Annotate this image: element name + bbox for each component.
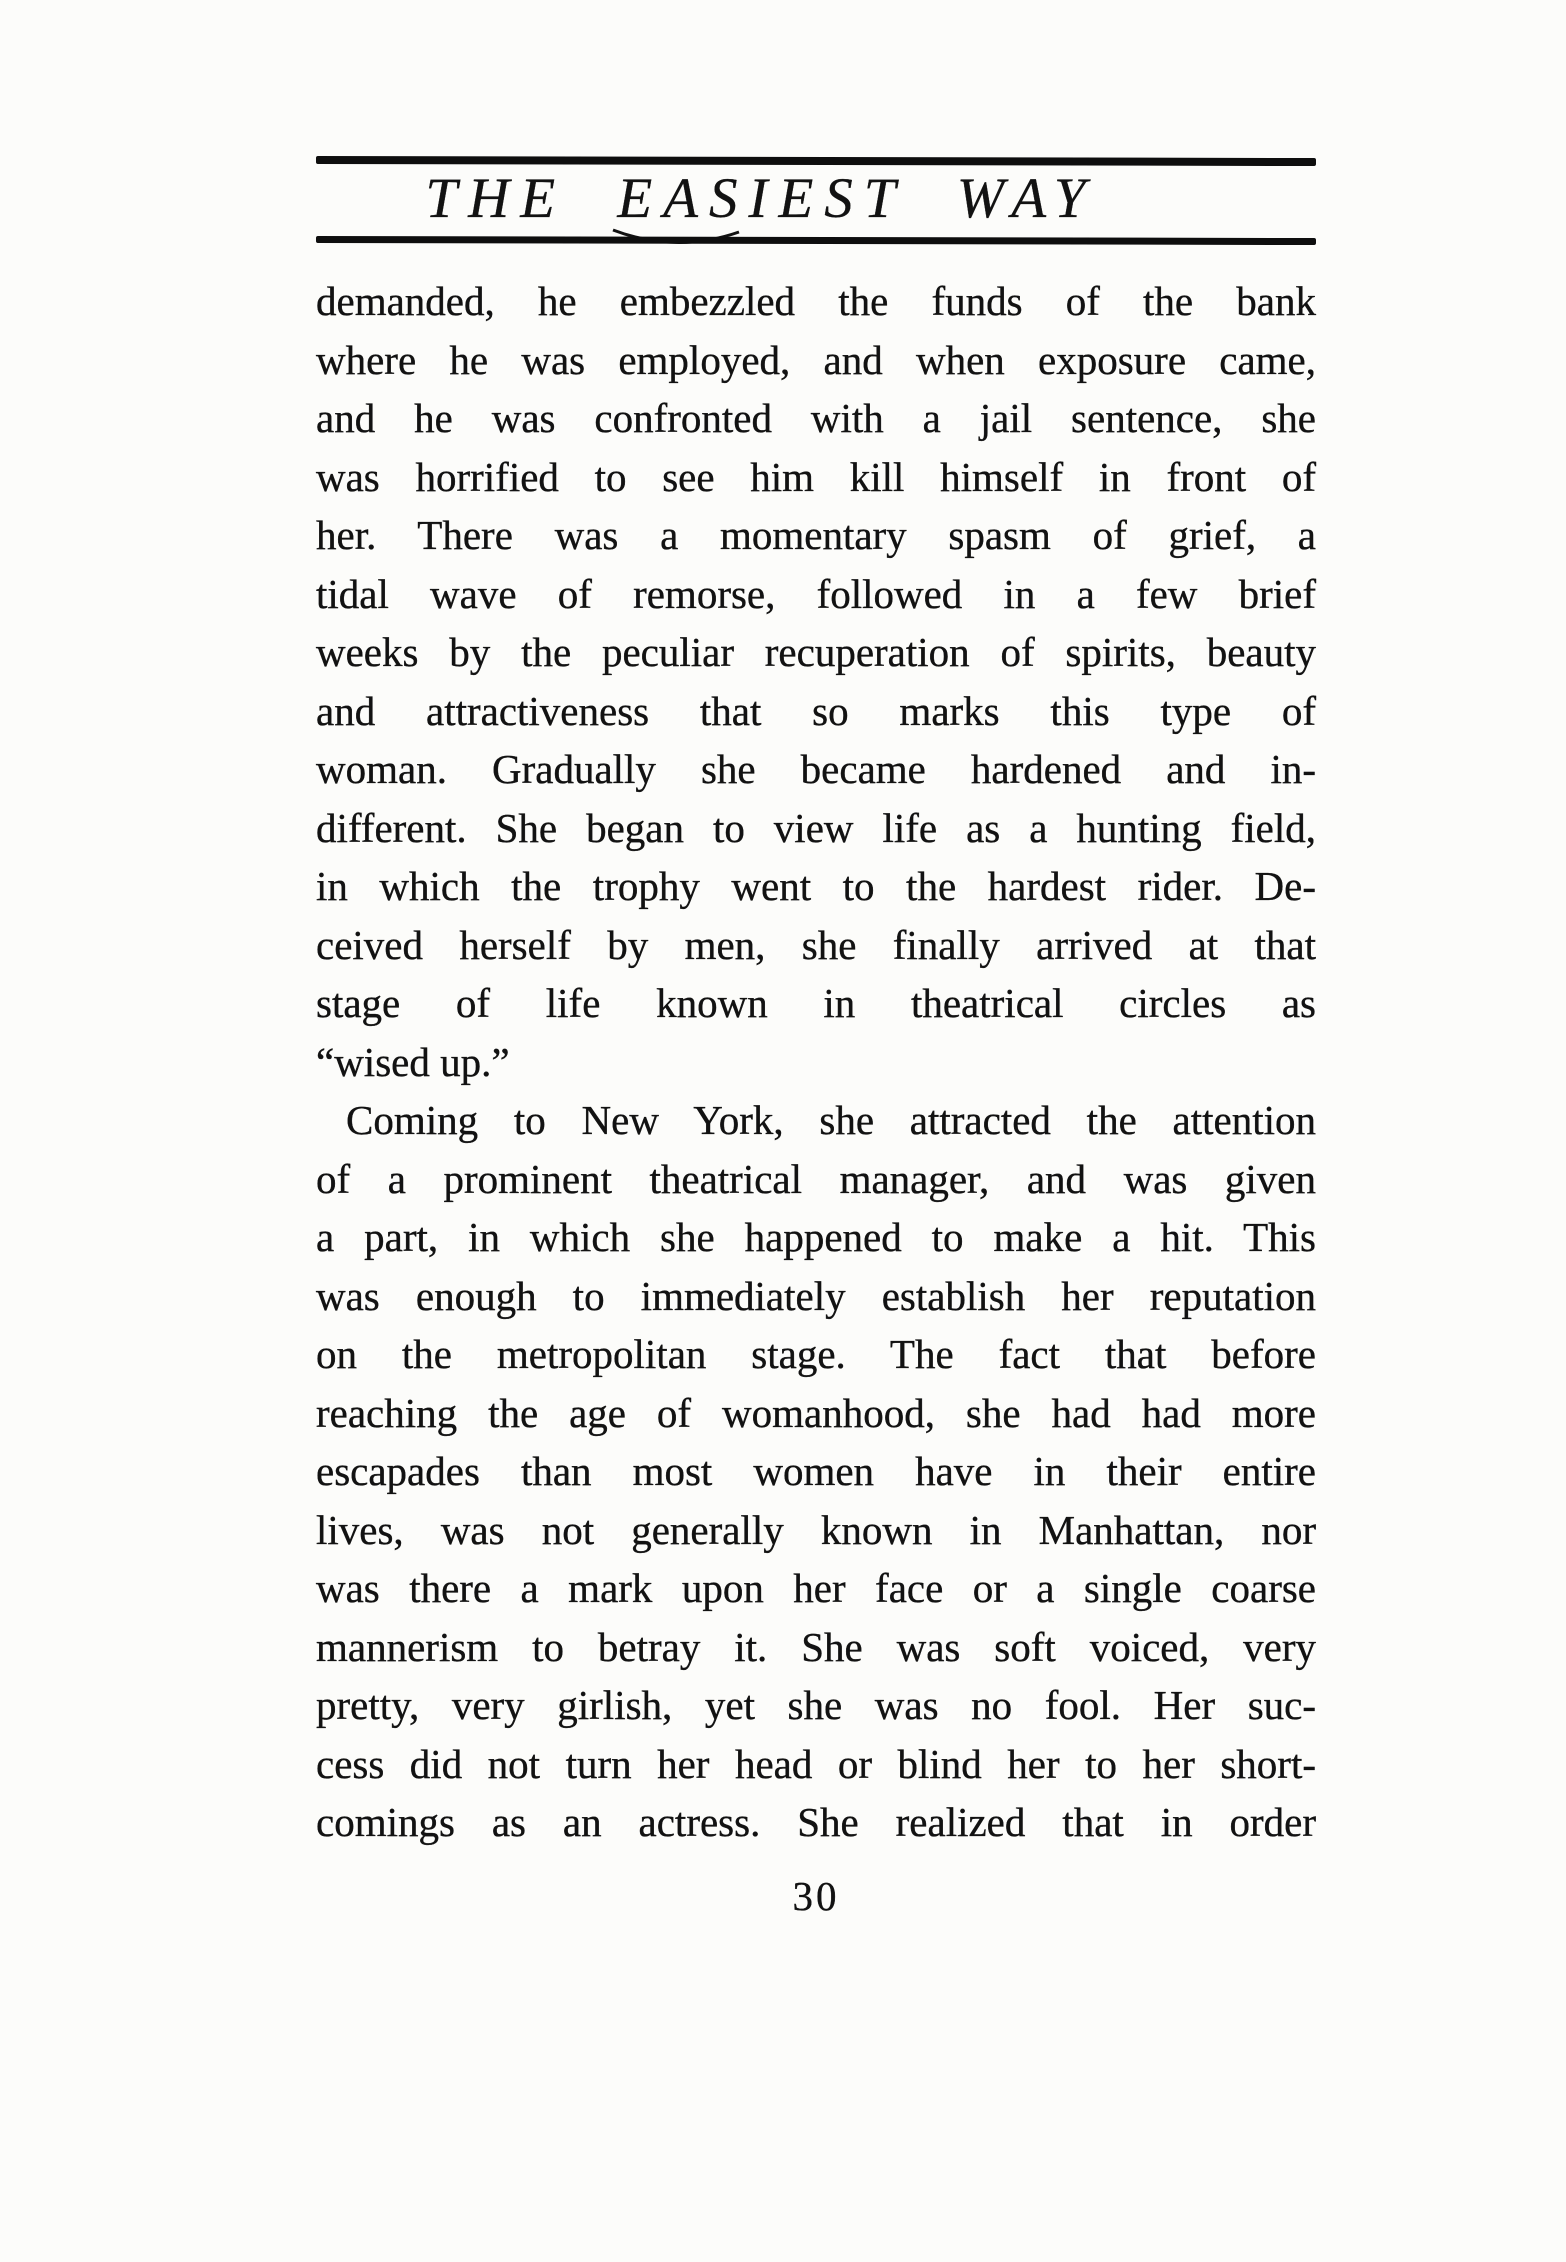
text-line: tidal wave of remorse, followed in a few brief xyxy=(316,570,1316,617)
text-line: escapades than most women have in their entire xyxy=(316,1448,1316,1494)
text-line: was enough to immediately establish her reputation xyxy=(316,1272,1316,1319)
text-line: Coming to New York, she attracted the attention xyxy=(346,1097,1316,1143)
text-line: and he was confronted with a jail sentence, she xyxy=(316,395,1316,441)
text-line: stage of life known in theatrical circles as xyxy=(316,980,1316,1026)
page-title: THE EASIEST WAY xyxy=(425,167,1097,230)
text-line: lives, was not generally known in Manhattan, nor xyxy=(316,1506,1316,1553)
text-line: demanded, he embezzled the funds of the bank xyxy=(316,278,1316,324)
text-line: a part, in which she happened to make a hit. This xyxy=(316,1214,1316,1260)
header-rule-top xyxy=(316,156,1316,166)
text-line: where he was employed, and when exposure came, xyxy=(316,336,1316,383)
text-line: was horrified to see him kill himself in front of xyxy=(316,453,1316,500)
page-number: 30 xyxy=(792,1873,840,1919)
text-line: cess did not turn her head or blind her to her short- xyxy=(316,1740,1316,1787)
text-line: pretty, very girlish, yet she was no fool. Her suc- xyxy=(316,1682,1316,1728)
text-line: was there a mark upon her face or a single coarse xyxy=(316,1565,1316,1611)
text-line: weeks by the peculiar recuperation of spirits, beauty xyxy=(316,629,1316,675)
text-line: “wised up.” xyxy=(316,1038,510,1085)
text-line: comings as an actress. She realized that in order xyxy=(316,1799,1316,1845)
text-line: ceived herself by men, she finally arrived at that xyxy=(316,921,1316,968)
text-line: different. She began to view life as a hunting field, xyxy=(316,804,1316,851)
text-line: in which the trophy went to the hardest rider. De- xyxy=(316,863,1316,909)
text-line: mannerism to betray it. She was soft voiced, very xyxy=(316,1623,1316,1670)
text-line: and attractiveness that so marks this type of xyxy=(316,687,1316,734)
text-line: reaching the age of womanhood, she had had more xyxy=(316,1389,1316,1436)
body-text xyxy=(316,272,1316,1852)
text-line: on the metropolitan stage. The fact that before xyxy=(316,1331,1316,1377)
text-line: of a prominent theatrical manager, and was given xyxy=(316,1155,1316,1202)
text-line: her. There was a momentary spasm of grief, a xyxy=(316,512,1316,558)
header-rule-bottom xyxy=(316,236,1316,245)
text-line: woman. Gradually she became hardened and in- xyxy=(316,746,1316,792)
